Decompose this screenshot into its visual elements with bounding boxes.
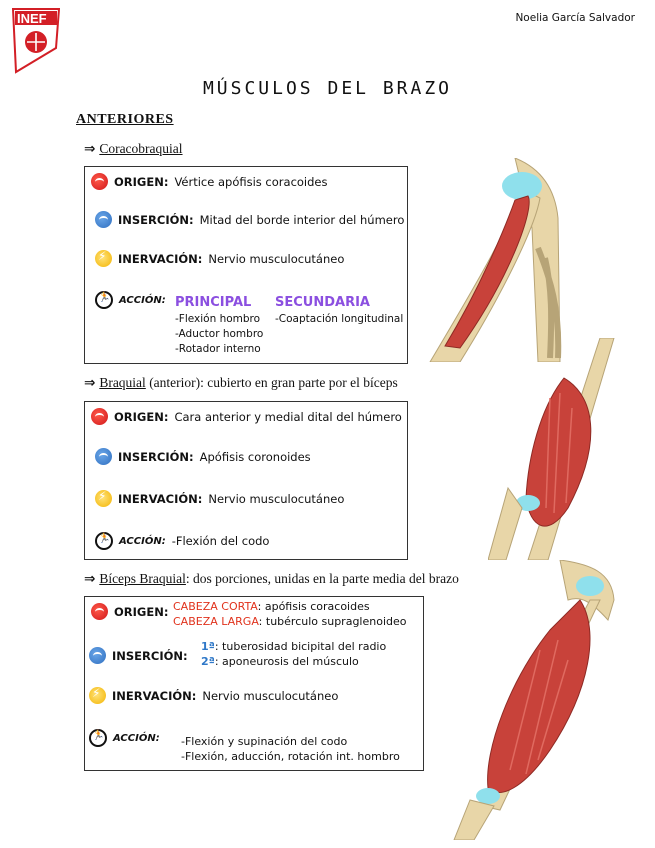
biceps-illustration	[440, 560, 616, 840]
origin-icon	[91, 173, 108, 190]
muscle-subtitle: : dos porciones, unidas en la parte media del brazo	[185, 571, 459, 586]
muscle-name: Bíceps Braquial	[99, 571, 186, 586]
short-head-value: : apófisis coracoides	[257, 600, 370, 613]
author-name: Noelia García Salvador	[515, 12, 635, 24]
nerve-value: Nervio musculocutáneo	[208, 251, 345, 266]
info-card-biceps	[84, 596, 424, 771]
action-label: ACCIÓN:	[119, 294, 166, 306]
origin-label: ORIGEN:	[114, 409, 169, 424]
principal-action: -Rotador interno	[175, 343, 261, 355]
muscle-name: Coracobraquial	[99, 141, 183, 156]
origin-value: Vértice apófisis coracoides	[174, 174, 328, 189]
principal-action: -Aductor hombro	[175, 328, 264, 340]
info-card-coracobraquial	[84, 166, 408, 364]
insertion-row	[95, 211, 404, 228]
coracobraquial-illustration	[420, 158, 562, 362]
action-row	[95, 291, 172, 309]
muscle-name: Braquial	[99, 375, 146, 390]
insertion-label: INSERCIÓN:	[112, 648, 188, 663]
action-value: -Flexión y supinación del codo	[181, 735, 348, 748]
page-title: MÚSCULOS DEL BRAZO	[202, 78, 453, 99]
action-value: -Flexión, aducción, rotación int. hombro	[181, 750, 400, 763]
origin-value: Cara anterior y medial dital del húmero	[174, 409, 402, 424]
nerve-value: Nervio musculocutáneo	[202, 688, 339, 703]
action-value: -Flexión del codo	[171, 534, 270, 548]
nerve-row	[95, 490, 344, 507]
insertion-icon	[95, 211, 112, 228]
insertion-icon	[89, 647, 106, 664]
nerve-icon	[89, 687, 106, 704]
secondary-action: -Coaptación longitudinal	[275, 313, 404, 325]
short-head-label: CABEZA CORTA	[173, 600, 258, 613]
section-heading: ANTERIORES	[76, 112, 174, 127]
action-label: ACCIÓN:	[113, 732, 160, 744]
nerve-row	[95, 250, 344, 267]
origin-row	[91, 408, 402, 425]
inef-logo	[12, 8, 60, 74]
nerve-label: INERVACIÓN:	[112, 688, 197, 703]
insertion-icon	[95, 448, 112, 465]
origin-heads	[173, 599, 406, 629]
nerve-value: Nervio musculocutáneo	[208, 491, 345, 506]
insertion-label: INSERCIÓN:	[118, 212, 194, 227]
nerve-icon	[95, 250, 112, 267]
origin-label: ORIGEN:	[114, 604, 169, 619]
insertion-row	[95, 448, 311, 465]
origin-row	[91, 603, 174, 620]
running-person-icon	[95, 532, 113, 550]
origin-icon	[91, 408, 108, 425]
insertion-1-value: : tuberosidad bicipital del radio	[214, 640, 387, 653]
nerve-row	[89, 687, 338, 704]
principal-action: -Flexión hombro	[175, 313, 261, 325]
origin-row	[91, 173, 328, 190]
logo-text: INEF	[17, 11, 47, 26]
action-label: ACCIÓN:	[119, 535, 166, 547]
info-card-braquial	[84, 401, 408, 560]
arrow-icon: ⇒	[84, 571, 96, 587]
long-head-label: CABEZA LARGA	[173, 615, 259, 628]
action-row	[95, 532, 269, 550]
principal-label: PRINCIPAL	[175, 295, 252, 310]
arrow-icon: ⇒	[84, 375, 96, 391]
running-person-icon	[95, 291, 113, 309]
secondary-actions	[275, 295, 403, 327]
origin-label: ORIGEN:	[114, 174, 169, 189]
braquial-illustration	[488, 338, 616, 560]
muscle-heading-coracobraquial	[84, 141, 183, 157]
insertion-value: Mitad del borde interior del húmero	[199, 212, 405, 227]
running-person-icon	[89, 729, 107, 747]
muscle-subtitle: (anterior): cubierto en gran parte por el bíceps	[145, 375, 398, 390]
muscle-heading-biceps	[84, 571, 459, 587]
long-head-value: : tubérculo supraglenoideo	[258, 615, 407, 628]
arrow-icon: ⇒	[84, 141, 96, 157]
action-list	[181, 734, 400, 764]
insertion-1-label: 1ª	[201, 640, 215, 653]
insertion-points	[201, 639, 386, 669]
nerve-label: INERVACIÓN:	[118, 251, 203, 266]
insertion-label: INSERCIÓN:	[118, 449, 194, 464]
action-row	[89, 729, 166, 747]
insertion-2-value: : aponeurosis del músculo	[214, 655, 359, 668]
muscle-heading-braquial	[84, 375, 398, 391]
secondary-label: SECUNDARIA	[275, 295, 370, 310]
insertion-2-label: 2ª	[201, 655, 215, 668]
principal-actions	[175, 295, 263, 357]
insertion-value: Apófisis coronoides	[199, 449, 311, 464]
origin-icon	[91, 603, 108, 620]
insertion-row	[89, 647, 194, 664]
nerve-label: INERVACIÓN:	[118, 491, 203, 506]
nerve-icon	[95, 490, 112, 507]
